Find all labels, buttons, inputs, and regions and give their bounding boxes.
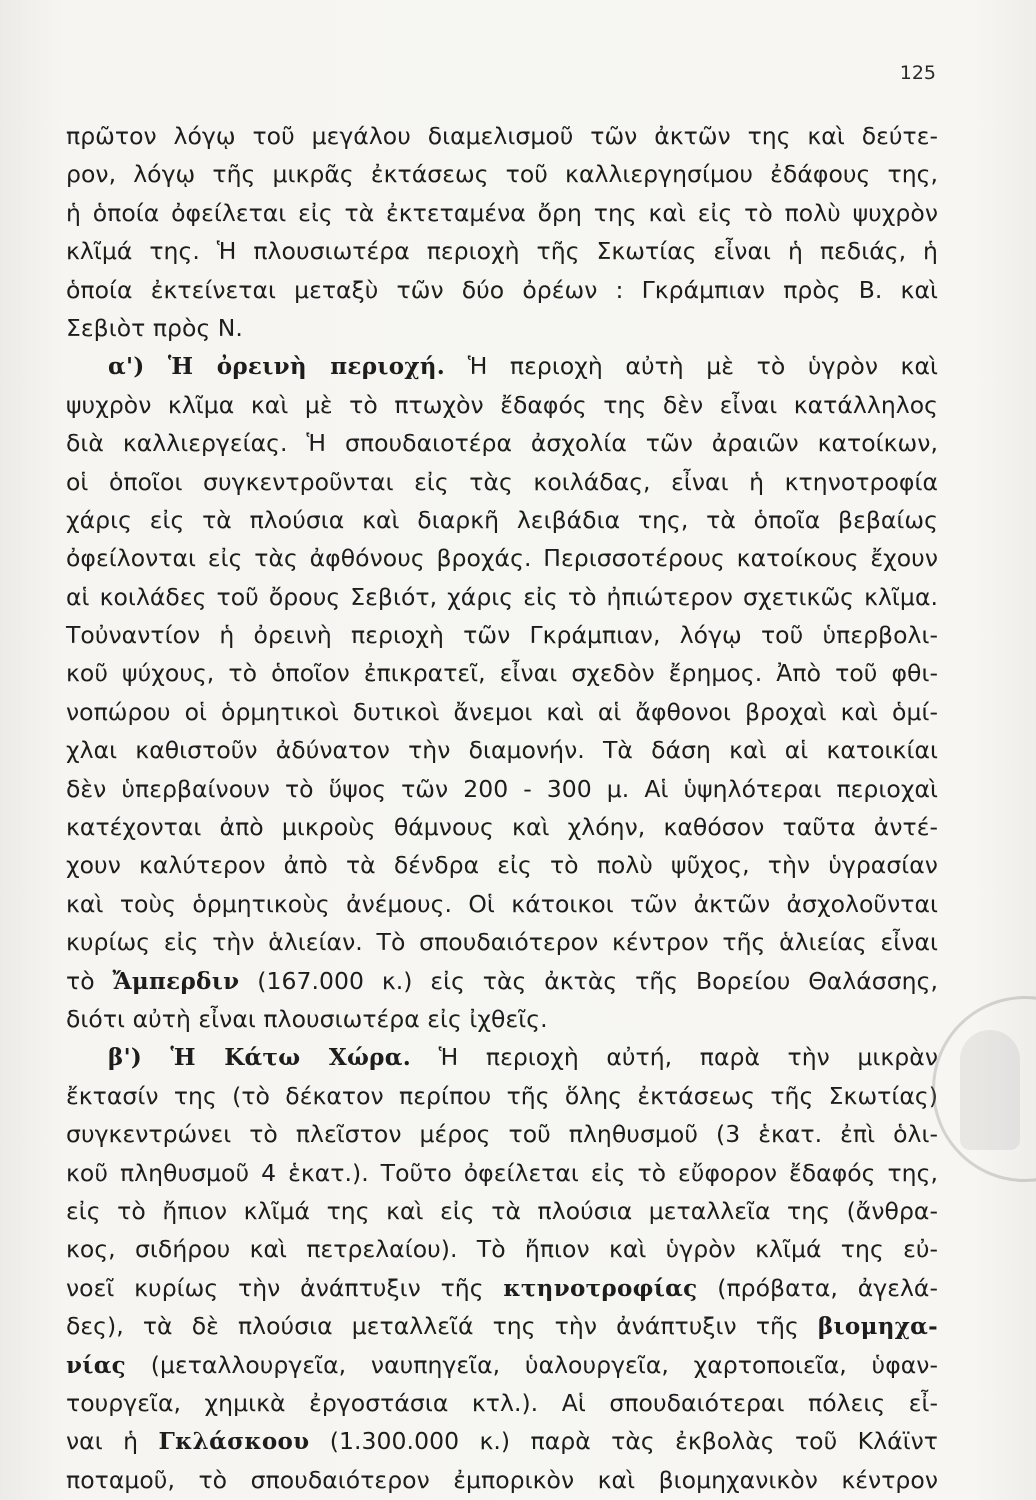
text-run: δὲν ὑπερβαίνουν τὸ ὕψος τῶν 200 - 300 μ. Αἱ ὑψηλότεραι περιοχαὶ xyxy=(66,774,938,803)
bold-term: κτηνοτροφίας xyxy=(503,1274,698,1302)
text-line xyxy=(66,578,938,616)
text-run: (μεταλλουργεῖα, ναυπηγεῖα, ὑαλουργεῖα, χαρτοποιεῖα, ὑφαν- xyxy=(126,1350,938,1379)
bold-term: Ἄμπερδιν xyxy=(112,967,240,995)
bold-term: νίας xyxy=(66,1351,126,1379)
text-line xyxy=(66,232,938,270)
text-line xyxy=(66,501,938,539)
text-line xyxy=(66,155,938,193)
text-run: ναι ἡ xyxy=(66,1427,159,1456)
text-run: χουν καλύτερον ἀπὸ τὰ δένδρα εἰς τὸ πολὺ ψῦχος, τὴν ὑγρασίαν xyxy=(66,851,938,880)
text-run: ὁποία ἐκτείνεται μεταξὺ τῶν δύο ὀρέων : Γκράμπιαν πρὸς Β. καὶ xyxy=(66,275,938,304)
text-run: αἱ κοιλάδες τοῦ ὄρους Σεβιότ, χάρις εἰς τὸ ἠπιώτερον σχετικῶς κλῖμα. xyxy=(66,582,938,611)
text-line xyxy=(66,1077,938,1115)
text-run: (πρόβατα, ἀγελά- xyxy=(697,1273,938,1302)
text-line xyxy=(66,1154,938,1192)
text-run: ὀφείλονται εἰς τὰς ἀφθόνους βροχάς. Περισσοτέρους κατοίκους ἔχουν xyxy=(66,544,938,573)
text-run: τὸ xyxy=(66,966,113,995)
text-line xyxy=(66,463,938,501)
text-line xyxy=(66,923,938,961)
text-line xyxy=(66,117,938,155)
text-line xyxy=(66,1461,938,1499)
text-line xyxy=(66,731,938,769)
bold-term: βιομηχα- xyxy=(817,1313,938,1341)
text-line xyxy=(66,347,938,385)
text-run: χλαι καθιστοῦν ἀδύνατον τὴν διαμονήν. Τὰ δάση καὶ αἱ κατοικίαι xyxy=(66,736,938,765)
bold-term: β') Ἡ Κάτω Χώρα. xyxy=(108,1044,412,1072)
text-line xyxy=(66,539,938,577)
text-line xyxy=(66,654,938,692)
text-line xyxy=(66,885,938,923)
text-run: ψυχρὸν κλῖμα καὶ μὲ τὸ πτωχὸν ἔδαφός της δὲν εἶναι κατάλληλος xyxy=(66,390,938,419)
text-line xyxy=(66,271,938,309)
text-line xyxy=(66,1422,938,1460)
text-run: κοῦ ψύχους, τὸ ὁποῖον ἐπικρατεῖ, εἶναι σχεδὸν ἔρημος. Ἀπὸ τοῦ φθι- xyxy=(66,659,938,688)
text-run: νοεῖ κυρίως τὴν ἀνάπτυξιν τῆς xyxy=(66,1273,504,1302)
text-line xyxy=(66,1115,938,1153)
text-run: ρον, λόγῳ τῆς μικρᾶς ἐκτάσεως τοῦ καλλιεργησίμου ἐδάφους της, xyxy=(66,160,938,189)
text-run: οἱ ὁποῖοι συγκεντροῦνται εἰς τὰς κοιλάδας, εἶναι ἡ κτηνοτροφία xyxy=(66,467,938,496)
text-run: (1.300.000 κ.) παρὰ τὰς ἐκβολὰς τοῦ Κλάϊντ xyxy=(309,1427,938,1456)
text-run: χάρις εἰς τὰ πλούσια καὶ διαρκῆ λειβάδια της, τὰ ὁποῖα βεβαίως xyxy=(66,505,938,534)
body-text xyxy=(66,117,938,1499)
text-run: συγκεντρώνει τὸ πλεῖστον μέρος τοῦ πληθυσμοῦ (3 ἑκατ. ἐπὶ ὁλι- xyxy=(66,1120,938,1149)
text-run: κοῦ πληθυσμοῦ 4 ἑκατ.). Τοῦτο ὀφείλεται εἰς τὸ εὔφορον ἔδαφός της, xyxy=(66,1158,938,1187)
text-run: διότι αὐτὴ εἶναι πλουσιωτέρα εἰς ἰχθεῖς. xyxy=(66,1004,548,1033)
text-line xyxy=(66,770,938,808)
bold-term: Γκλάσκοου xyxy=(158,1428,310,1456)
text-run: ποταμοῦ, τὸ σπουδαιότερον ἐμπορικὸν καὶ βιομηχανικὸν κέντρον xyxy=(66,1465,938,1494)
text-line xyxy=(66,1384,938,1422)
text-run: πρῶτον λόγῳ τοῦ μεγάλου διαμελισμοῦ τῶν ἀκτῶν της καὶ δεύτε- xyxy=(66,122,938,150)
text-run: νοπώρου οἱ ὁρμητικοὶ δυτικοὶ ἄνεμοι καὶ αἱ ἄφθονοι βροχαὶ καὶ ὁμί- xyxy=(66,697,938,726)
text-run: καὶ τοὺς ὁρμητικοὺς ἀνέμους. Οἱ κάτοικοι τῶν ἀκτῶν ἀσχολοῦνται xyxy=(66,889,938,918)
text-line xyxy=(66,1192,938,1230)
text-line xyxy=(66,693,938,731)
text-run: Τοὐναντίον ἡ ὀρεινὴ περιοχὴ τῶν Γκράμπιαν, λόγῳ τοῦ ὑπερβολι- xyxy=(66,621,938,650)
text-run: ἡ ὁποία ὀφείλεται εἰς τὰ ἐκτεταμένα ὄρη της καὶ εἰς τὸ πολὺ ψυχρὸν xyxy=(66,198,938,227)
text-run: Ἡ περιοχὴ αὐτή, παρὰ τὴν μικρὰν xyxy=(411,1043,938,1072)
text-run: δες), τὰ δὲ πλούσια μεταλλεῖά της τὴν ἀνάπτυξιν τῆς xyxy=(66,1312,818,1341)
text-run: διὰ καλλιεργείας. Ἡ σπουδαιοτέρα ἀσχολία τῶν ἀραιῶν κατοίκων, xyxy=(66,429,938,458)
page-number: 125 xyxy=(899,62,936,84)
text-line xyxy=(66,962,938,1000)
text-line xyxy=(66,1269,938,1307)
text-run: κλῖμά της. Ἡ πλουσιωτέρα περιοχὴ τῆς Σκωτίας εἶναι ἡ πεδιάς, ἡ xyxy=(66,237,938,266)
text-run: κυρίως εἰς τὴν ἁλιείαν. Τὸ σπουδαιότερον κέντρον τῆς ἁλιείας εἶναι xyxy=(66,928,938,957)
text-run: τουργεῖα, χημικὰ ἐργοστάσια κτλ.). Αἱ σπουδαιότεραι πόλεις εἶ- xyxy=(66,1388,938,1417)
text-line xyxy=(66,1346,938,1384)
text-run: κατέχονται ἀπὸ μικροὺς θάμνους καὶ χλόην, καθόσον ταῦτα ἀντέ- xyxy=(66,813,938,842)
text-line xyxy=(66,1000,938,1038)
text-run: ἔκτασίν της (τὸ δέκατον περίπου τῆς ὅλης ἐκτάσεως τῆς Σκωτίας) xyxy=(66,1081,938,1110)
text-line xyxy=(66,1038,938,1076)
text-line xyxy=(66,309,938,347)
text-run: Σεβιὸτ πρὸς Ν. xyxy=(66,313,243,342)
text-line xyxy=(66,424,938,462)
text-line xyxy=(66,616,938,654)
text-line xyxy=(66,1307,938,1345)
text-line xyxy=(66,808,938,846)
text-line xyxy=(66,386,938,424)
bold-term: α') Ἡ ὀρεινὴ περιοχή. xyxy=(108,353,446,381)
text-run: κος, σιδήρου καὶ πετρελαίου). Τὸ ἤπιον καὶ ὑγρὸν κλῖμά της εὐ- xyxy=(66,1235,938,1264)
text-line xyxy=(66,194,938,232)
text-run: (167.000 κ.) εἰς τὰς ἀκτὰς τῆς Βορείου Θαλάσσης, xyxy=(239,966,938,995)
text-line xyxy=(66,1230,938,1268)
text-run: Ἡ περιοχὴ αὐτὴ μὲ τὸ ὑγρὸν καὶ xyxy=(445,352,938,381)
text-line xyxy=(66,846,938,884)
text-run: εἰς τὸ ἤπιον κλῖμά της καὶ εἰς τὰ πλούσια μεταλλεῖα της (ἄνθρα- xyxy=(66,1196,938,1225)
stamp-emblem-icon xyxy=(960,1030,1020,1150)
